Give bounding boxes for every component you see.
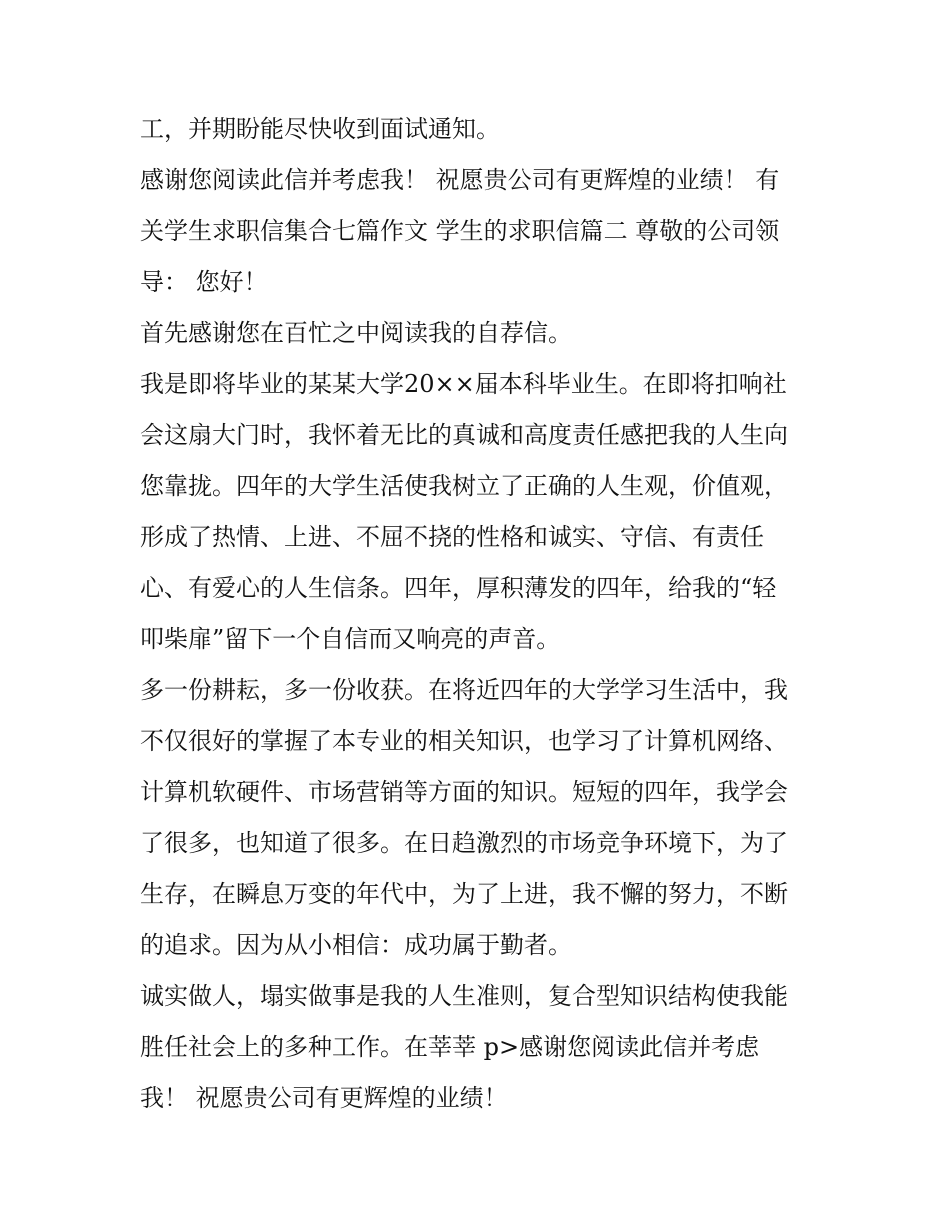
letter-body: [140, 104, 830, 1124]
text-line: 多一份耕耘，多一份收获。在将近四年的大学学习生活中，我: [140, 676, 788, 704]
text-line: 导： 您好！: [140, 268, 268, 296]
text-line: 工，并期盼能尽快收到面试通知。: [140, 115, 500, 143]
text-line: 我！ 祝愿贵公司有更辉煌的业绩！: [140, 1084, 508, 1112]
text-line: 心、有爱心的人生信条。四年，厚积薄发的四年，给我的“轻: [140, 574, 777, 602]
text-line: 形成了热情、上进、不屈不挠的性格和诚实、守信、有责任: [140, 523, 764, 551]
text-line: 您靠拢。四年的大学生活使我树立了正确的人生观，价值观，: [140, 472, 788, 500]
text-line: 会这扇大门时，我怀着无比的真诚和高度责任感把我的人生向: [140, 421, 788, 449]
text-line: 的追求。因为从小相信：成功属于勤者。: [140, 931, 572, 959]
text-line: 计算机软硬件、市场营销等方面的知识。短短的四年，我学会: [140, 778, 788, 806]
text-line: 生存，在瞬息万变的年代中，为了上进，我不懈的努力，不断: [140, 880, 788, 908]
text-line: 叩柴扉”留下一个自信而又响亮的声音。: [140, 625, 561, 653]
text-line: 我是即将毕业的某某大学20××届本科毕业生。在即将扣响社: [140, 370, 787, 398]
text-line: 了很多，也知道了很多。在日趋激烈的市场竞争环境下，为了: [140, 829, 788, 857]
text-line: 首先感谢您在百忙之中阅读我的自荐信。: [140, 319, 572, 347]
text-line: 关学生求职信集合七篇作文 学生的求职信篇二 尊敬的公司领: [140, 217, 780, 245]
text-line: 不仅很好的掌握了本专业的相关知识，也学习了计算机网络、: [140, 727, 788, 755]
text-line: 感谢您阅读此信并考虑我！ 祝愿贵公司有更辉煌的业绩！ 有: [140, 166, 780, 194]
text-line: 胜任社会上的多种工作。在莘莘 p>感谢您阅读此信并考虑: [140, 1033, 760, 1061]
text-line: 诚实做人，塌实做事是我的人生准则，复合型知识结构使我能: [140, 982, 788, 1010]
